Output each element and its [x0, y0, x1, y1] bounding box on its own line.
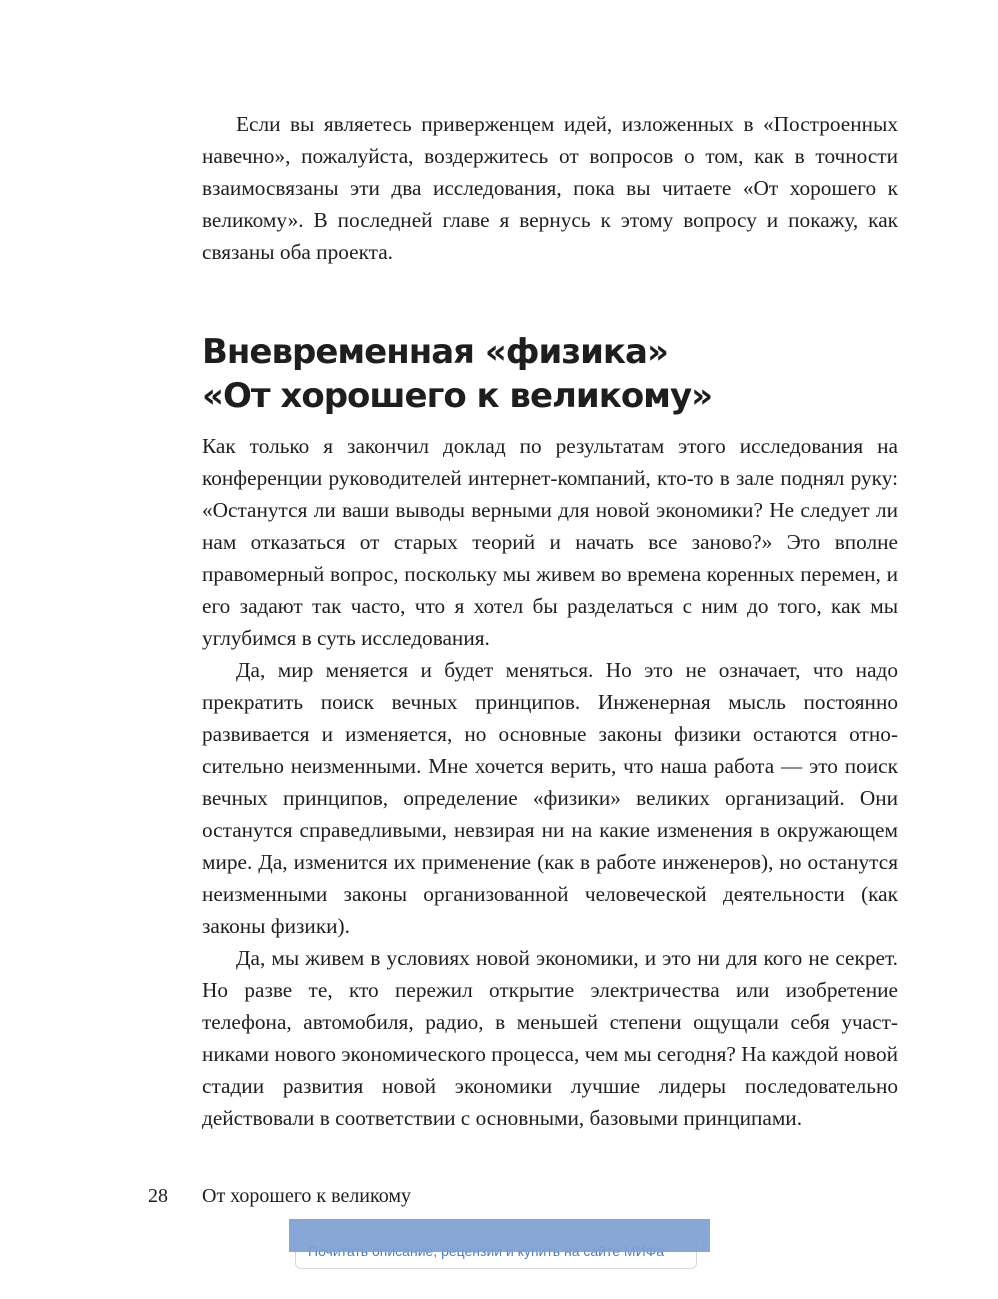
body-paragraph-3: Да, мы живем в условиях новой экономики, и это ни для кого не секрет. Но разве те, кто пережил открытие электричества или изобретение телефона, автомобиля, радио, в меньшей степени ощущали себя участниками нового экономического процесса, чем мы сегодня? На каждой новой стадии развития новой экономики лучшие лидеры последовательно действовали в соответствии с основными, базовыми принципами.: [202, 946, 898, 1130]
intro-block: [202, 108, 898, 268]
mif-banner-bar[interactable]: [289, 1219, 710, 1252]
page-number: 28: [148, 1185, 168, 1207]
section-heading-line-1: Вневременная «физика»: [202, 332, 668, 372]
running-title: От хорошего к великому: [202, 1185, 411, 1207]
section-body: [202, 430, 898, 1134]
intro-paragraph: Если вы являетесь приверженцем идей, изложенных в «Построенных навечно», пожалуйста, воздержитесь от вопросов о том, как в точности взаимосвязаны эти два исследования, пока вы читаете «От хорошего к великому». В последней главе я вернусь к этому вопросу и покажу, как связаны оба проекта.: [202, 112, 898, 264]
body-paragraph-2: Да, мир меняется и будет меняться. Но это не означает, что надо прекратить поиск вечных принципов. Инженерная мысль постоянно развивается и изменяется, но основные законы физики остаются относительно неизменными. Мне хочется верить, что наша работа — это поиск вечных принципов, определение «физики» великих организаций. Они останутся справедливыми, невзирая ни на какие изменения в окружающем мире. Да, изменится их применение (как в работе инженеров), но останутся неизменными законы организованной человеческой деятельности (как законы физики).: [202, 658, 898, 938]
body-paragraph-1: Как только я закончил доклад по результатам этого исследования на конференции руководителей интернет-компаний, кто-то в зале поднял руку: «Останутся ли ваши выводы верными для новой экономики? Не следует ли нам отказаться от старых теорий и начать все заново?» Это вполне правомерный вопрос, поскольку мы живем во времена коренных перемен, и его задают так часто, что я хотел бы разделаться с ним до того, как мы углубимся в суть исследования.: [202, 434, 898, 650]
section-heading: [202, 330, 898, 418]
section-heading-line-2: «От хорошего к великому»: [202, 376, 713, 416]
page-footer: [148, 1182, 411, 1210]
